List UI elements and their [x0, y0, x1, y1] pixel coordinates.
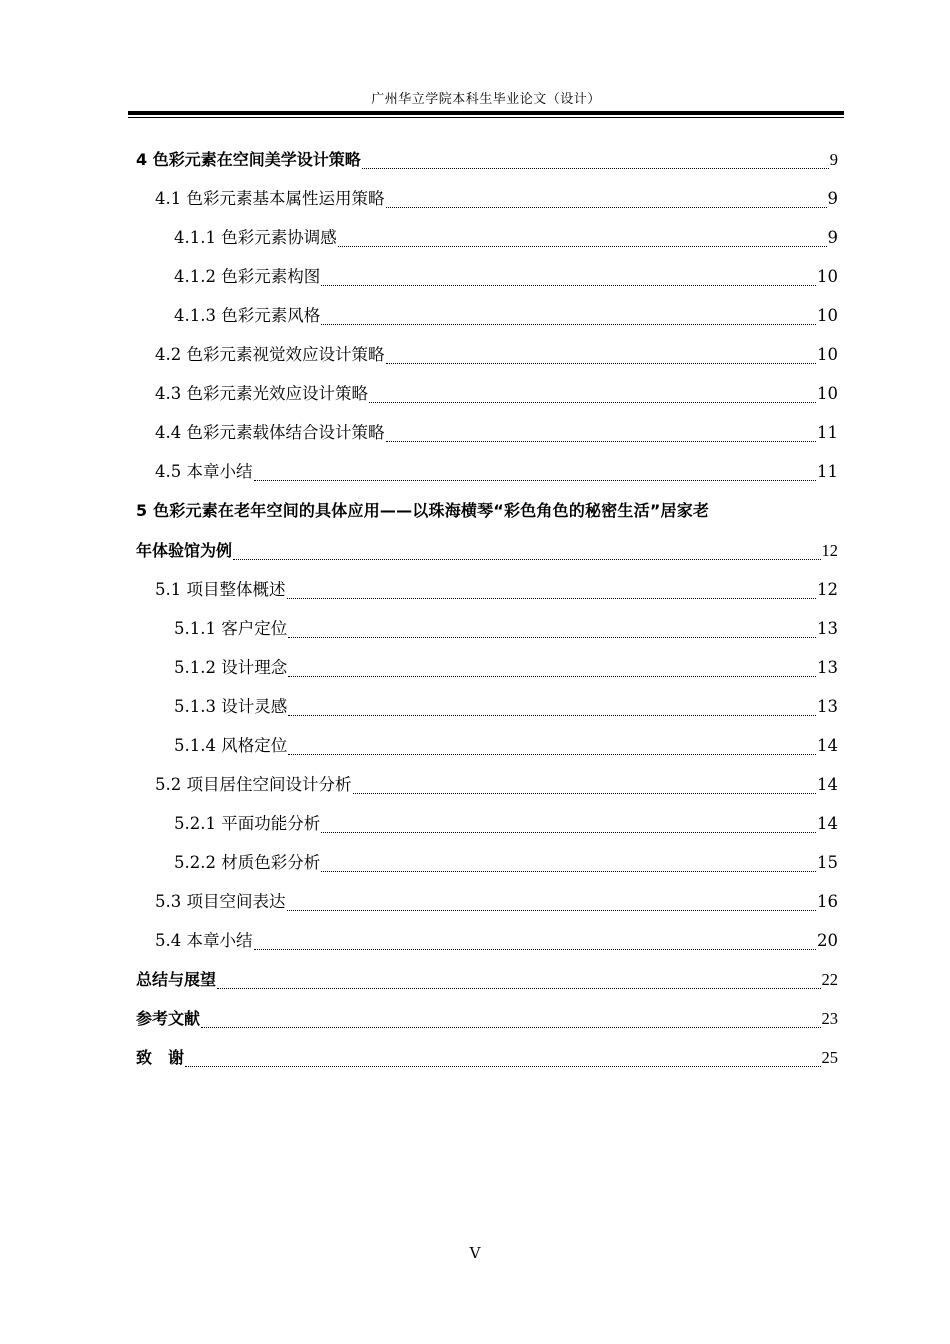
- toc-entry[interactable]: [136, 452, 838, 491]
- toc-entry-page: 15: [817, 853, 838, 872]
- toc-entry-chapter-5[interactable]: [136, 491, 838, 570]
- header-rule-thin: [128, 117, 844, 118]
- toc-entry-page: 10: [817, 345, 838, 364]
- toc-entry-page: 22: [821, 970, 838, 989]
- toc-entry-title: 5.1 项目整体概述: [155, 580, 286, 599]
- dot-leader: [288, 738, 816, 758]
- toc-entry-page: 11: [817, 423, 838, 442]
- dot-leader: [386, 425, 817, 445]
- toc-entry-title: 4 色彩元素在空间美学设计策略: [136, 150, 361, 169]
- toc-entry-title: 5.3 项目空间表达: [155, 892, 286, 911]
- dot-leader: [201, 1011, 820, 1031]
- toc-entry-title: 5.1.1 客户定位: [174, 619, 288, 638]
- dot-leader: [353, 777, 817, 797]
- toc-entry[interactable]: [136, 765, 838, 804]
- dot-leader: [288, 621, 816, 641]
- toc-entry-page: 20: [817, 931, 838, 950]
- toc-entry[interactable]: [136, 218, 838, 257]
- dot-leader: [338, 230, 827, 250]
- dot-leader: [288, 660, 816, 680]
- toc-entry-page: 13: [817, 658, 838, 677]
- toc-entry-page: 14: [817, 814, 838, 833]
- dot-leader: [386, 347, 817, 367]
- dot-leader: [369, 386, 816, 406]
- dot-leader: [288, 699, 816, 719]
- toc-entry[interactable]: [136, 179, 838, 218]
- toc-entry-title: 5.2 项目居住空间设计分析: [155, 775, 352, 794]
- dot-leader: [362, 152, 829, 172]
- dot-leader: [321, 816, 816, 836]
- toc-entry-page: 13: [817, 619, 838, 638]
- toc-entry-title: 4.4 色彩元素载体结合设计策略: [155, 423, 385, 442]
- dot-leader: [321, 308, 816, 328]
- dot-leader: [287, 582, 817, 602]
- toc-entry[interactable]: [136, 413, 838, 452]
- running-header: 广州华立学院本科生毕业论文（设计）: [371, 92, 601, 107]
- toc-entry[interactable]: [136, 648, 838, 687]
- toc-entry-title: 5.2.2 材质色彩分析: [174, 853, 321, 872]
- header-rule-thick: [128, 111, 844, 115]
- toc-entry-title: 5.1.3 设计灵感: [174, 697, 288, 716]
- toc-entry-title-line1: 5 色彩元素在老年空间的具体应用——以珠海横琴“彩色角色的秘密生活”居家老: [136, 501, 710, 520]
- table-of-contents: [136, 140, 838, 1077]
- toc-entry[interactable]: [136, 804, 838, 843]
- toc-entry-title: 4.1 色彩元素基本属性运用策略: [155, 189, 385, 208]
- toc-entry-title: 致 谢: [136, 1048, 185, 1067]
- toc-entry[interactable]: [136, 335, 838, 374]
- toc-entry-title: 5.1.4 风格定位: [174, 736, 288, 755]
- dot-leader: [287, 894, 817, 914]
- toc-entry-title: 5.4 本章小结: [155, 931, 253, 950]
- toc-entry[interactable]: [136, 609, 838, 648]
- toc-entry-title-line2: 年体验馆为例: [136, 541, 233, 560]
- toc-entry[interactable]: [136, 960, 838, 999]
- toc-entry-page: 10: [817, 306, 838, 325]
- toc-entry[interactable]: [136, 687, 838, 726]
- toc-entry-title: 4.2 色彩元素视觉效应设计策略: [155, 345, 385, 364]
- toc-entry-page: 9: [827, 189, 838, 208]
- toc-entry[interactable]: [136, 296, 838, 335]
- dot-leader: [233, 543, 820, 563]
- toc-entry-title: 5.1.2 设计理念: [174, 658, 288, 677]
- toc-entry-page: 25: [821, 1048, 838, 1067]
- toc-entry[interactable]: [136, 570, 838, 609]
- toc-entry[interactable]: [136, 140, 838, 179]
- dot-leader: [386, 191, 827, 211]
- toc-entry[interactable]: [136, 1038, 838, 1077]
- dot-leader: [254, 464, 817, 484]
- page-number: V: [469, 1244, 481, 1262]
- toc-entry-title: 4.5 本章小结: [155, 462, 253, 481]
- toc-entry-page: 14: [817, 775, 838, 794]
- toc-entry[interactable]: [136, 921, 838, 960]
- dot-leader: [185, 1050, 820, 1070]
- dot-leader: [217, 972, 820, 992]
- toc-entry-page: 12: [821, 541, 838, 560]
- toc-entry-title: 总结与展望: [136, 970, 217, 989]
- toc-entry-page: 14: [817, 736, 838, 755]
- toc-entry-page: 12: [817, 580, 838, 599]
- toc-entry-page: 13: [817, 697, 838, 716]
- toc-entry-title: 4.3 色彩元素光效应设计策略: [155, 384, 368, 403]
- toc-entry-title: 4.1.2 色彩元素构图: [174, 267, 321, 286]
- dot-leader: [321, 855, 816, 875]
- toc-entry-page: 11: [817, 462, 838, 481]
- dot-leader: [254, 933, 817, 953]
- toc-entry[interactable]: [136, 374, 838, 413]
- toc-entry[interactable]: [136, 882, 838, 921]
- toc-entry-title: 4.1.3 色彩元素风格: [174, 306, 321, 325]
- toc-entry-title: 参考文献: [136, 1009, 201, 1028]
- toc-entry-page: 23: [821, 1009, 838, 1028]
- dot-leader: [321, 269, 816, 289]
- toc-entry[interactable]: [136, 843, 838, 882]
- toc-entry[interactable]: [136, 999, 838, 1038]
- toc-entry-page: 9: [827, 228, 838, 247]
- toc-entry[interactable]: [136, 726, 838, 765]
- toc-entry-page: 10: [817, 267, 838, 286]
- toc-entry-page: 9: [829, 150, 838, 169]
- toc-entry-title: 4.1.1 色彩元素协调感: [174, 228, 337, 247]
- toc-entry-page: 16: [817, 892, 838, 911]
- toc-entry-title: 5.2.1 平面功能分析: [174, 814, 321, 833]
- toc-entry-page: 10: [817, 384, 838, 403]
- toc-entry[interactable]: [136, 257, 838, 296]
